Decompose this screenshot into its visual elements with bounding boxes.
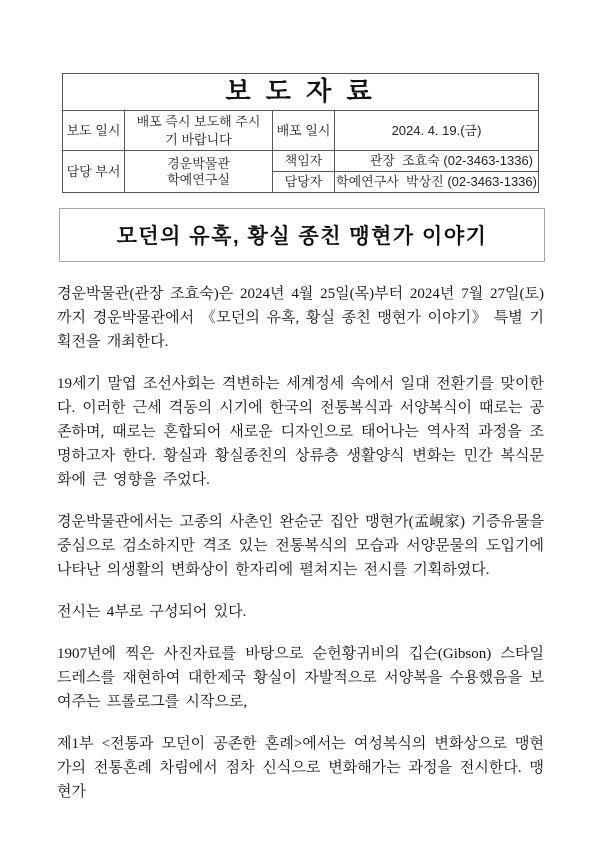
department-value-line2: 학예연구실 <box>167 171 230 187</box>
body-paragraph: 19세기 말엽 조선사회는 격변하는 세계정세 속에서 일대 전환기를 맞이한다. 이러한 근세 격동의 시기에 한국의 전통복식과 서양복식이 때로는 공존하며, 때로는 혼합되어 새로운 디자인으로 태어나는 역사적 과정을 조명하고자 한다. 황실과 황실종친의 상류층 생활양식 변화는 민간 복식문화에 큰 영향을 주었다. <box>57 376 544 488</box>
manager-value: 관장 조효숙 (02-3463-1336) <box>335 151 539 172</box>
report-date-label: 보도 일시 <box>63 111 125 151</box>
contact-label: 담당자 <box>273 172 335 193</box>
body-paragraph: 경운박물관(관장 조효숙)은 2024년 4월 25일(목)부터 2024년 7월 27일(토)까지 경운박물관에서 《모던의 유혹, 황실 종친 맹현가 이야기》 특별 기획전을 개최한다. <box>57 286 544 350</box>
body-paragraph: 1907년에 찍은 사진자료를 바탕으로 순헌황귀비의 깁슨(Gibson) 스타일 드레스를 재현하여 대한제국 황실이 자발적으로 서양복을 수용했음을 보여주는 프롤로그를 시작으로, <box>57 646 544 710</box>
header-dates-row <box>63 111 539 151</box>
department-value-line1: 경운박물관 <box>167 155 230 171</box>
press-release-body <box>57 282 544 822</box>
manager-label: 책임자 <box>273 151 335 172</box>
document-title: 보 도 자 료 <box>63 74 539 111</box>
header-title-row <box>63 74 539 111</box>
report-date-value: 배포 즉시 보도해 주시기 바랍니다 <box>125 111 273 151</box>
body-paragraph: 제1부 <전통과 모던이 공존한 혼례>에서는 여성복식의 변화상으로 맹현가의 전통혼례 차림에서 점차 신식으로 변화해가는 과정을 전시한다. 맹현가 <box>57 736 544 800</box>
header-manager-row <box>63 151 539 172</box>
department-label: 담당 부서 <box>63 151 125 193</box>
body-paragraph: 전시는 4부로 구성되어 있다. <box>57 604 247 620</box>
body-paragraph: 경운박물관에서는 고종의 사촌인 완순군 집안 맹현가(孟峴家) 기증유물을 중심으로 검소하지만 격조 있는 전통복식의 모습과 서양문물의 도입기에 나타난 의생활의 변화상이 한자리에 펼쳐지는 전시를 기획하였다. <box>57 514 544 578</box>
headline-title: 모던의 유혹, 황실 종친 맹현가 이야기 <box>116 225 488 248</box>
release-date-value: 2024. 4. 19.(금) <box>335 111 539 151</box>
press-release-header-table <box>62 73 539 193</box>
release-date-label: 배포 일시 <box>273 111 335 151</box>
contact-value: 학예연구사 박상진 (02-3463-1336) <box>335 172 539 193</box>
headline-box <box>59 208 545 262</box>
department-value <box>125 151 273 193</box>
